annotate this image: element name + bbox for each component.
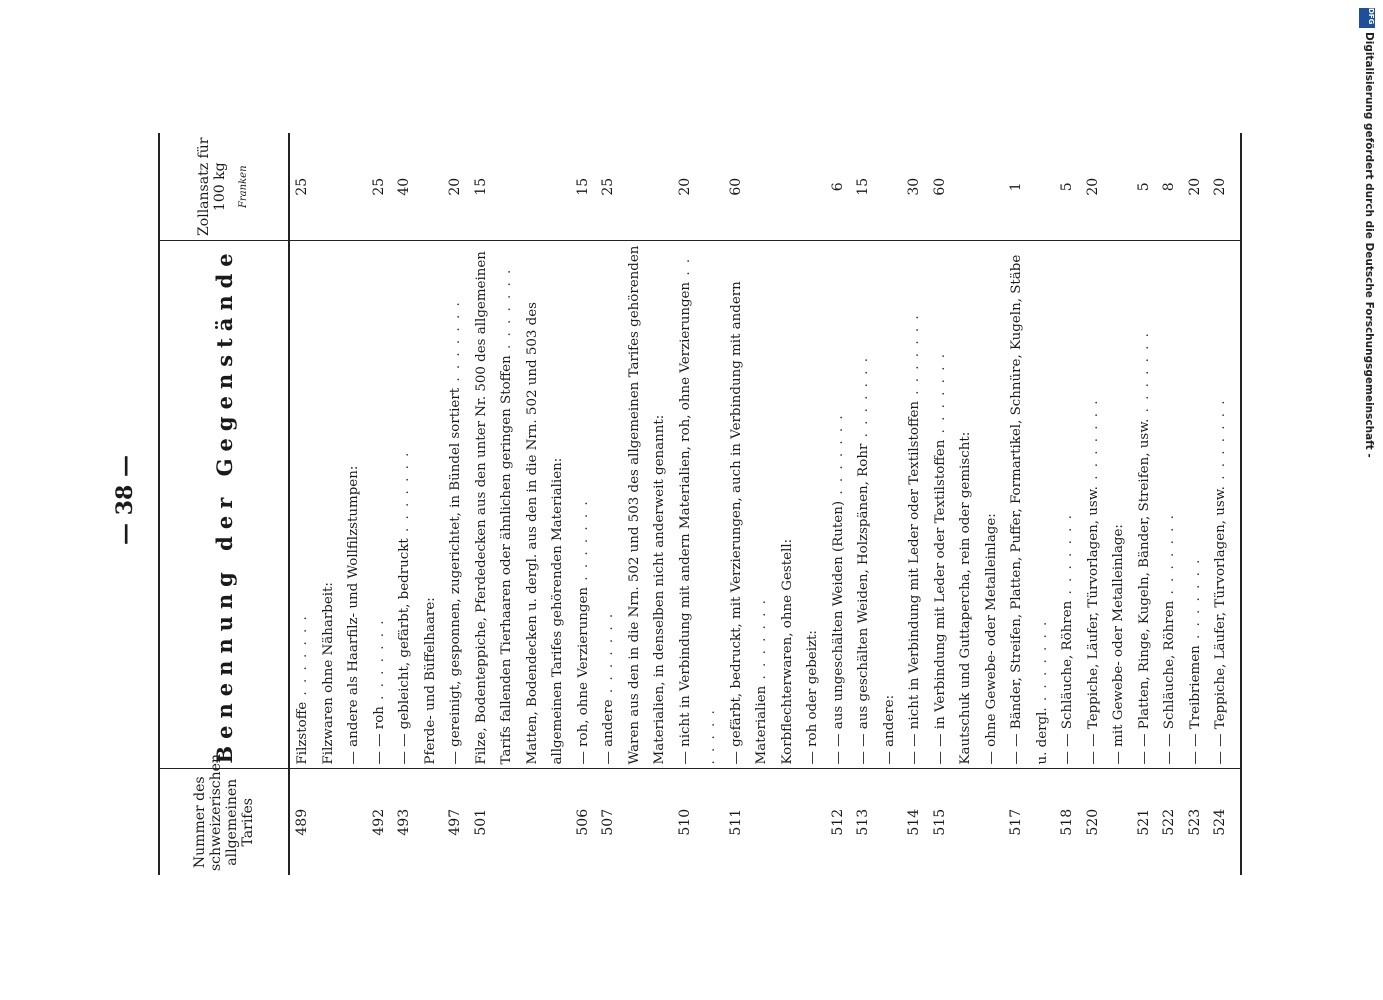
tariff-number: 515 <box>928 769 954 875</box>
duty-rate: 5 <box>1059 182 1075 192</box>
dfg-logo: DFG <box>1359 8 1375 28</box>
duty-rate: 20 <box>447 177 463 196</box>
leader-dots: . . . . . . . <box>295 614 310 702</box>
tariff-number <box>877 769 903 875</box>
table-row <box>418 133 444 875</box>
duty-rate <box>953 133 979 241</box>
table-row <box>673 133 724 875</box>
tariff-number <box>622 769 673 875</box>
table-row <box>289 133 316 875</box>
item-description-text: — — Schläuche, Röhren <box>1060 600 1075 765</box>
leader-dots: . . . . . . . <box>830 413 846 501</box>
duty-rate: 25 <box>600 177 616 196</box>
duty-rate <box>622 133 673 241</box>
leader-dots: . . . . . . . <box>575 499 591 587</box>
table-row <box>1157 133 1183 875</box>
tariff-number <box>800 769 826 875</box>
tariff-number: 493 <box>392 769 418 875</box>
table-row <box>902 133 928 875</box>
item-description-text: — andere als Haarfilz- und Wollfilzstumpen: <box>346 465 361 765</box>
item-description <box>877 241 903 769</box>
tariff-number: 513 <box>851 769 877 875</box>
item-description-text: Pferde- und Büffelhaare: <box>422 597 438 765</box>
duty-rate: 6 <box>829 182 846 192</box>
tariff-number: 507 <box>596 769 622 875</box>
item-description-text: Matten, Bodendecken u. dergl. aus den in die Nrn. 502 und 503 des allgemeinen Tarifes gehörenden Materialien: <box>524 301 565 765</box>
item-description <box>673 241 724 769</box>
duty-rate <box>520 133 571 241</box>
table-row <box>1081 133 1107 875</box>
table-row <box>622 133 673 875</box>
leader-dots: . . . . . . . <box>397 450 412 539</box>
duty-rate: 20 <box>1208 133 1241 241</box>
header-number: Nummer des schweizerischen allgemeinen Tarifes <box>159 769 289 875</box>
duty-rate <box>316 133 342 241</box>
leader-dots: . . . . . . . <box>932 352 948 440</box>
item-description-text: — andere <box>601 699 616 765</box>
duty-rate: 8 <box>1161 182 1177 192</box>
table-row <box>1004 133 1055 875</box>
duty-rate: 15 <box>855 177 871 196</box>
leader-dots: . . . . . . . <box>448 300 463 388</box>
duty-rate: 60 <box>727 177 744 196</box>
table-row <box>1208 133 1241 875</box>
duty-rate <box>979 133 1005 241</box>
item-description-text: Filzstoffe <box>295 701 310 765</box>
table-header-row <box>159 133 289 875</box>
item-description <box>1004 241 1055 769</box>
item-description-text: — — Schläuche, Röhren <box>1162 600 1177 765</box>
item-description-text: — — nicht in Verbindung mit Leder oder Textilstoffen <box>907 400 922 765</box>
item-description <box>953 241 979 769</box>
item-description-text: — roh oder gebeizt: <box>805 630 820 765</box>
leader-dots: . . . . . . . <box>1034 619 1050 708</box>
duty-rate: 15 <box>574 177 591 196</box>
tariff-table <box>158 133 1242 875</box>
item-description-text: Korbflechterwaren, ohne Gestell: <box>779 538 795 765</box>
tariff-number: 506 <box>571 769 597 875</box>
duty-rate: 60 <box>931 177 948 196</box>
tariff-number: 511 <box>724 769 775 875</box>
item-description <box>800 241 826 769</box>
tariff-number: 517 <box>1004 769 1055 875</box>
item-description <box>1055 241 1081 769</box>
tariff-number <box>341 769 367 875</box>
leader-dots: . . . . . . . <box>1187 557 1203 646</box>
duty-rate: 40 <box>396 177 412 196</box>
tariff-number <box>520 769 571 875</box>
duty-rate: 15 <box>472 177 489 196</box>
item-description <box>1183 241 1209 769</box>
item-description <box>622 241 673 769</box>
item-description <box>469 241 520 769</box>
header-rate-unit: Franken <box>238 165 249 209</box>
tariff-number: 524 <box>1208 769 1241 875</box>
tariff-number: 489 <box>289 769 316 875</box>
item-description-text: — — aus geschälten Weiden, Holzspänen, Rohr <box>856 443 871 765</box>
credit-text: Digitalisierung gefördert durch die Deutsche Forschungsgemeinschaft - <box>1363 32 1375 458</box>
tariff-number: 497 <box>443 769 469 875</box>
item-description-text: Waren aus den in die Nrn. 502 und 503 des allgemeinen Tarifes gehörenden Materialien, in denselben nicht anderweit genannt: <box>626 245 667 765</box>
item-description <box>1106 241 1132 769</box>
table-row <box>928 133 954 875</box>
leader-dots: . . . . . . . <box>754 598 769 686</box>
item-description <box>367 241 393 769</box>
header-rate <box>159 133 289 241</box>
table-row <box>953 133 979 875</box>
item-description <box>902 241 928 769</box>
table-row <box>851 133 877 875</box>
tariff-number: 520 <box>1081 769 1107 875</box>
table-row <box>775 133 801 875</box>
item-description <box>979 241 1005 769</box>
item-description <box>775 241 801 769</box>
leader-dots: . . . . . . . <box>677 256 718 765</box>
table-row <box>392 133 418 875</box>
table-row <box>1132 133 1158 875</box>
item-description-text: — — gebleicht, gefärbt, bedruckt <box>397 538 412 765</box>
item-description <box>443 241 469 769</box>
item-description <box>392 241 418 769</box>
item-description-text: — — Teppiche, Läufer, Türvorlagen, usw. <box>1085 486 1101 765</box>
item-description <box>520 241 571 769</box>
tariff-body <box>289 133 1241 875</box>
table-row <box>596 133 622 875</box>
item-description-text: — — Teppiche, Läufer, Türvorlagen, usw. <box>1213 486 1228 765</box>
tariff-number <box>775 769 801 875</box>
item-description <box>596 241 622 769</box>
tariff-number: 523 <box>1183 769 1209 875</box>
leader-dots: . . . . . . . <box>601 611 616 700</box>
tariff-number: 501 <box>469 769 520 875</box>
duty-rate: 20 <box>1084 177 1101 196</box>
item-description <box>1081 241 1107 769</box>
item-description <box>826 241 852 769</box>
leader-dots: . . . . . . . <box>1136 331 1152 419</box>
item-description-text: — roh, ohne Verzierungen <box>575 586 591 765</box>
leader-dots: . . . . . . . <box>1085 398 1101 487</box>
leader-dots: . . . . . . . <box>371 618 387 707</box>
item-description-text: — — roh <box>371 706 387 765</box>
tariff-number <box>1106 769 1132 875</box>
leader-dots: . . . . . . . <box>1162 513 1177 601</box>
tariff-number: 521 <box>1132 769 1158 875</box>
duty-rate: 5 <box>1135 182 1152 192</box>
tariff-number: 522 <box>1157 769 1183 875</box>
item-description <box>1132 241 1158 769</box>
tariff-number <box>316 769 342 875</box>
item-description <box>418 241 444 769</box>
duty-rate: 1 <box>1008 182 1024 192</box>
table-row <box>469 133 520 875</box>
header-rate-label: Zollansatz für 100 kg <box>196 137 228 236</box>
item-description <box>341 241 367 769</box>
item-description <box>1157 241 1183 769</box>
table-row <box>571 133 597 875</box>
item-description <box>1208 241 1241 769</box>
table-row <box>1055 133 1081 875</box>
item-description-text: — — aus ungeschälten Weiden (Ruten) <box>830 500 846 765</box>
tariff-number: 512 <box>826 769 852 875</box>
leader-dots: . . . . . . . <box>856 356 871 444</box>
table-row <box>877 133 903 875</box>
item-description <box>851 241 877 769</box>
leader-dots: . . . . . . . <box>1060 513 1075 601</box>
duty-rate <box>775 133 801 241</box>
table-row <box>520 133 571 875</box>
table-row <box>316 133 342 875</box>
duty-rate: 20 <box>676 177 693 196</box>
tariff-number: 510 <box>673 769 724 875</box>
table-row <box>979 133 1005 875</box>
item-description <box>928 241 954 769</box>
tariff-number <box>979 769 1005 875</box>
item-description-text: — — Platten, Ringe, Kugeln, Bänder, Streifen, usw. <box>1136 418 1152 765</box>
item-description-text: — nicht in Verbindung mit andern Materialien, roh, ohne Verzierungen <box>677 281 693 765</box>
item-description <box>571 241 597 769</box>
table-row <box>724 133 775 875</box>
item-description <box>316 241 342 769</box>
duty-rate <box>1106 133 1132 241</box>
duty-rate: 30 <box>906 177 922 196</box>
tariff-number: 518 <box>1055 769 1081 875</box>
tariff-number: 492 <box>367 769 393 875</box>
tariff-number <box>953 769 979 875</box>
table-row <box>1106 133 1132 875</box>
table-row <box>341 133 367 875</box>
item-description-text: — gereinigt, gesponnen, zugerichtet, in Bündel sortiert <box>448 387 463 765</box>
duty-rate: 25 <box>294 177 310 196</box>
duty-rate: 25 <box>370 177 387 196</box>
duty-rate <box>800 133 826 241</box>
item-description-text: Kautschuk und Guttapercha, rein oder gemischt: <box>958 431 973 765</box>
tariff-number: 514 <box>902 769 928 875</box>
duty-rate <box>341 133 367 241</box>
table-row <box>800 133 826 875</box>
item-description-text: Filze, Bodenteppiche, Pferdedecken aus den unter Nr. 500 des allgemeinen Tarifs fallenden Tierhaaren oder ähnlichen geringen Stoffen <box>473 251 514 765</box>
item-description <box>724 241 775 769</box>
leader-dots: . . . . . . . <box>1213 398 1228 487</box>
page-number: — 38 — <box>112 455 138 545</box>
item-description <box>289 241 316 769</box>
item-description-text: — — Bänder, Streifen, Platten, Puffer, Formartikel, Schnüre, Kugeln, Stäbe u. dergl. <box>1009 254 1050 765</box>
item-description-text: — andere: <box>881 694 897 765</box>
header-description: Benennung der Gegenstände <box>159 241 289 769</box>
duty-rate <box>418 133 444 241</box>
item-description-text: — — in Verbindung mit Leder oder Textilstoffen <box>932 439 948 765</box>
table-row <box>1183 133 1209 875</box>
item-description-text: — mit Gewebe- oder Metalleinlage: <box>1111 524 1126 765</box>
leader-dots: . . . . . . . <box>907 313 922 401</box>
table-row <box>443 133 469 875</box>
digitization-credit <box>1359 8 1375 458</box>
item-description-text: Filzwaren ohne Näharbeit: <box>320 582 336 765</box>
duty-rate: 20 <box>1186 177 1203 196</box>
tariff-number <box>418 769 444 875</box>
item-description-text: — gefärbt, bedruckt, mit Verzierungen, auch in Verbindung mit andern Materialien <box>728 281 769 765</box>
table-row <box>367 133 393 875</box>
item-description-text: — ohne Gewebe- oder Metalleinlage: <box>983 513 999 765</box>
leader-dots: . . . . . . . <box>499 267 514 356</box>
duty-rate <box>877 133 903 241</box>
table-row <box>826 133 852 875</box>
item-description-text: — — Treibriemen <box>1187 645 1203 765</box>
